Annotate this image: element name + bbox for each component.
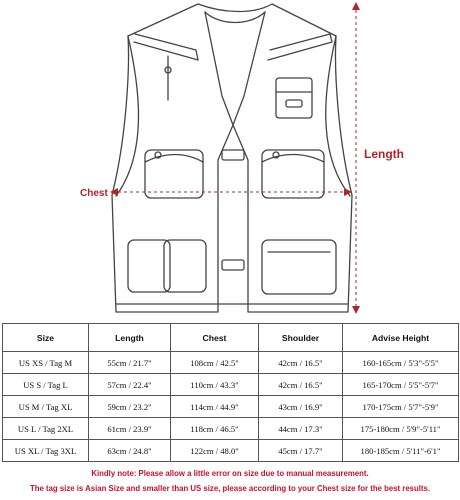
- shoulder-cell: 42cm / 16.5": [259, 374, 343, 396]
- length-cell: 61cm / 23.9": [89, 418, 171, 440]
- col-advise-height-header: Advise Height: [343, 324, 459, 352]
- height-cell: 170-175cm / 5'7"-5'9": [343, 396, 459, 418]
- height-cell: 175-180cm / 5'9"-5'11": [343, 418, 459, 440]
- length-arrow-top: [352, 2, 360, 10]
- height-cell: 160-165cm / 5'3"-5'5": [343, 352, 459, 374]
- size-cell: US XS / Tag M: [3, 352, 89, 374]
- size-cell: US XL / Tag 3XL: [3, 440, 89, 462]
- chest-cell: 118cm / 46.5": [171, 418, 259, 440]
- left-armhole: [116, 36, 139, 196]
- col-length-header: Length: [89, 324, 171, 352]
- chest-cell: 114cm / 44.9": [171, 396, 259, 418]
- length-cell: 57cm / 22.4": [89, 374, 171, 396]
- chest-cell: 110cm / 43.3": [171, 374, 259, 396]
- right-upper-tab: [286, 100, 302, 107]
- length-cell: 59cm / 23.2": [89, 396, 171, 418]
- table-row: [3, 418, 459, 440]
- size-notes: [0, 466, 460, 496]
- size-cell: US L / Tag 2XL: [3, 418, 89, 440]
- shoulder-cell: 43cm / 16.9": [259, 396, 343, 418]
- right-shoulder-strap: [268, 34, 332, 60]
- left-shoulder-strap: [134, 34, 198, 60]
- table-row: [3, 440, 459, 462]
- shoulder-cell: 42cm / 16.5": [259, 352, 343, 374]
- center-buckle-bottom: [222, 260, 244, 270]
- col-shoulder-header: Shoulder: [259, 324, 343, 352]
- size-cell: US S / Tag L: [3, 374, 89, 396]
- col-chest-header: Chest: [171, 324, 259, 352]
- chest-cell: 108cm / 42.5": [171, 352, 259, 374]
- table-row: [3, 374, 459, 396]
- height-cell: 165-170cm / 5'5"-5'7": [343, 374, 459, 396]
- table-row: [3, 396, 459, 418]
- measurement-note: Kindly note: Please allow a little error on size due to manual measurement.: [91, 469, 369, 478]
- chest-label: Chest: [80, 188, 108, 199]
- shoulder-cell: 45cm / 17.7": [259, 440, 343, 462]
- tag-size-note: The tag size is Asian Size and smaller than US size, please according to your Chest size for the best results.: [29, 484, 431, 493]
- col-size-header: Size: [3, 324, 89, 352]
- size-cell: US M / Tag XL: [3, 396, 89, 418]
- size-chart-table: [2, 323, 459, 462]
- table-row: [3, 352, 459, 374]
- length-arrow-bottom: [352, 306, 360, 314]
- chest-cell: 122cm / 48.0": [171, 440, 259, 462]
- length-cell: 63cm / 24.8": [89, 440, 171, 462]
- right-upper-pocket: [276, 78, 312, 118]
- height-cell: 180-185cm / 5'11"-6'1": [343, 440, 459, 462]
- length-label: Length: [364, 147, 404, 161]
- length-cell: 55cm / 21.7": [89, 352, 171, 374]
- left-mid-flap: [145, 155, 203, 163]
- neck-edge: [205, 12, 265, 125]
- right-mid-flap: [262, 155, 324, 163]
- center-buckle-top: [222, 150, 244, 160]
- right-mid-pocket: [262, 150, 324, 198]
- shoulder-cell: 44cm / 17.3": [259, 418, 343, 440]
- right-lower-pocket: [262, 240, 336, 294]
- collar: [205, 12, 265, 23]
- table-header-row: [3, 324, 459, 352]
- left-mid-pocket: [145, 150, 203, 198]
